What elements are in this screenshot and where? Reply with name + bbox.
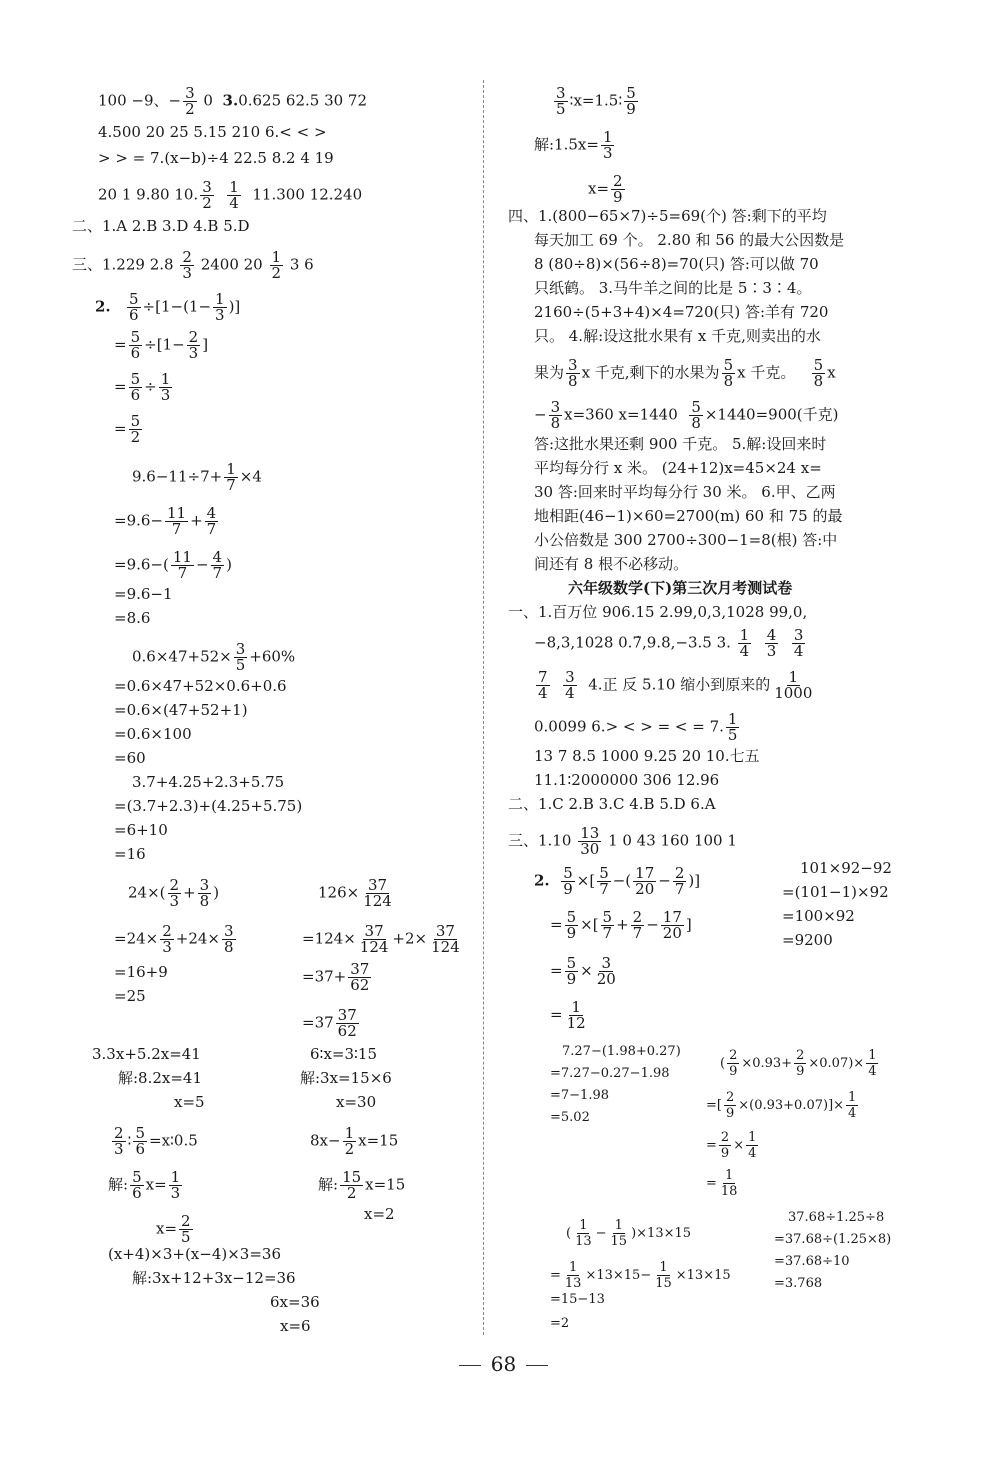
- step-line: =16+9: [114, 963, 168, 981]
- problem-line: 2. $\frac{5}{9}$ ×[ $\frac{5}{7}$ −( $\frac{17}{20}$ − $\frac{2}{7}$ )]: [534, 864, 701, 898]
- answer-line: 2160÷(5+3+4)×4=720(只) 答:羊有 720: [534, 303, 829, 321]
- step-line: = $\frac{1}{13}$ ×13×15− $\frac{1}{15}$ ×13×15: [550, 1260, 731, 1291]
- answer-line: 13 7 8.5 1000 9.25 20 10.七五: [534, 747, 760, 765]
- answer-line: 三、1.10 $\frac{13}{30}$ 1 0 43 160 100 1: [508, 824, 737, 858]
- step-line: =7−1.98: [550, 1088, 610, 1103]
- step-line: =6+10: [114, 821, 168, 839]
- step-line: = $\frac{5}{9}$ ×[ $\frac{5}{7}$ + $\frac{2}{7}$ − $\frac{17}{20}$ ]: [550, 908, 692, 942]
- answer-line: 间还有 8 根不必移动。: [534, 555, 689, 573]
- problem-line: (x+4)×3+(x−4)×3=36: [108, 1245, 281, 1263]
- answer-line: 三、1.229 2.8 $\frac{2}{3}$ 2400 20 $\frac{1}{2}$ 3 6: [72, 248, 314, 282]
- problem-line: $\frac{2}{3}$ ∶ $\frac{5}{6}$ =x∶0.5: [114, 1124, 198, 1158]
- problem-line: 6∶x=3∶15: [310, 1045, 378, 1063]
- step-line: =5.02: [550, 1110, 590, 1125]
- step-line: 解:3x=15×6: [300, 1069, 392, 1087]
- problem-line: 101×92−92: [800, 859, 892, 877]
- problem-line: 24×( $\frac{2}{3}$ + $\frac{3}{8}$ ): [128, 876, 220, 910]
- step-line: =37.68÷(1.25×8): [774, 1232, 892, 1247]
- answer-line: − $\frac{3}{8}$ x=360 x=1440 $\frac{5}{8}$ ×1440=900(千克): [534, 398, 839, 432]
- step-line: =37.68÷10: [774, 1254, 850, 1269]
- problem-line: ( $\frac{2}{9}$ ×0.93+ $\frac{2}{9}$ ×0.07)× $\frac{1}{4}$: [720, 1048, 877, 1079]
- answer-line: 20 1 9.80 10. $\frac{3}{2}$ $\frac{1}{4}$ 11.300 12.240: [98, 178, 363, 212]
- step-line: =9200: [782, 931, 833, 949]
- step-line: =0.6×(47+52+1): [114, 701, 248, 719]
- answer-line: 8 (80÷8)×(56÷8)=70(只) 答:可以做 70: [534, 255, 819, 273]
- step-line: 解: $\frac{15}{2}$ x=15: [318, 1168, 406, 1202]
- step-line: x=30: [336, 1093, 377, 1111]
- answer-line: 地相距(46−1)×60=2700(m) 60 和 75 的最: [534, 507, 843, 525]
- step-line: x=6: [280, 1317, 311, 1335]
- step-line: =(101−1)×92: [782, 883, 889, 901]
- step-line: =9.6−1: [114, 585, 173, 603]
- step-line: =8.6: [114, 609, 151, 627]
- step-line: =9.6−( $\frac{11}{7}$ − $\frac{4}{7}$ ): [114, 548, 232, 582]
- step-line: =0.6×100: [114, 725, 192, 743]
- answer-line: 每天加工 69 个。 2.80 和 56 的最大公因数是: [534, 231, 845, 249]
- answer-line: 二、1.C 2.B 3.C 4.B 5.D 6.A: [508, 795, 716, 813]
- step-line: =37+ $\frac{37}{62}$: [302, 960, 370, 994]
- problem-line: 0.6×47+52× $\frac{3}{5}$ +60%: [132, 640, 296, 674]
- problem-line: 9.6−11÷7+ $\frac{1}{7}$ ×4: [132, 460, 262, 494]
- answer-line: 一、1.百万位 906.15 2.99,0,3,1028 99,0,: [508, 603, 808, 621]
- step-line: x= $\frac{2}{9}$: [588, 172, 623, 206]
- step-line: = $\frac{1}{18}$: [706, 1168, 738, 1199]
- step-line: 解:3x+12+3x−12=36: [132, 1269, 296, 1287]
- answer-line: 只。 4.解:设这批水果有 x 千克,则卖出的水: [534, 327, 821, 345]
- answer-line: 0.0099 6.> < > = < = 7. $\frac{1}{5}$: [534, 710, 738, 744]
- column-divider: [483, 80, 484, 1335]
- step-line: =16: [114, 845, 146, 863]
- answer-line: 答:这批水果还剩 900 千克。 5.解:设回来时: [534, 435, 827, 453]
- step-line: =15−13: [550, 1292, 605, 1307]
- answer-line: 四、1.(800−65×7)÷5=69(个) 答:剩下的平均: [508, 207, 827, 225]
- step-line: = $\frac{2}{9}$ × $\frac{1}{4}$: [706, 1130, 757, 1161]
- step-line: = $\frac{5}{6}$ ÷[1− $\frac{2}{3}$ ]: [114, 328, 209, 362]
- problem-line: 126× $\frac{37}{124}$: [318, 876, 392, 910]
- problem-line: 3.7+4.25+2.3+5.75: [132, 773, 285, 791]
- step-line: 解:8.2x=41: [118, 1069, 203, 1087]
- step-line: =0.6×47+52×0.6+0.6: [114, 677, 287, 695]
- step-line: =2: [550, 1316, 570, 1331]
- step-line: =124× $\frac{37}{124}$ +2× $\frac{37}{124}$: [302, 922, 460, 956]
- answer-line: 小公倍数是 300 2700÷300−1=8(根) 答:中: [534, 531, 838, 549]
- answer-line: 30 答:回来时平均每分行 30 米。 6.甲、乙两: [534, 483, 836, 501]
- step-line: x= $\frac{2}{5}$: [156, 1212, 191, 1246]
- problem-line: 37.68÷1.25÷8: [788, 1210, 885, 1225]
- section-title: 六年级数学(下)第三次月考测试卷: [568, 579, 793, 597]
- step-line: =[ $\frac{2}{9}$ ×(0.93+0.07)]× $\frac{1}{4}$: [706, 1090, 857, 1121]
- answer-line: 二、1.A 2.B 3.D 4.B 5.D: [72, 217, 250, 235]
- page-number: 68: [0, 1352, 1007, 1376]
- step-line: =7.27−0.27−1.98: [550, 1066, 670, 1081]
- answer-line: 4.500 20 25 5.15 210 6.< < >: [98, 123, 327, 141]
- problem-line: 8x− $\frac{1}{2}$ x=15: [310, 1124, 399, 1158]
- step-line: =24× $\frac{2}{3}$ +24× $\frac{3}{8}$: [114, 922, 234, 956]
- step-line: = $\frac{1}{12}$: [550, 998, 586, 1032]
- step-line: = $\frac{5}{2}$: [114, 412, 141, 446]
- answer-line: 平均每分行 x 米。 (24+12)x=45×24 x=: [534, 459, 822, 477]
- answer-line: $\frac{7}{4}$ $\frac{3}{4}$ 4.正 反 5.10 缩小到原来的 $\frac{1}{1000}$: [538, 668, 813, 702]
- step-line: =(3.7+2.3)+(4.25+5.75): [114, 797, 303, 815]
- step-line: =37 $\frac{37}{62}$: [302, 1006, 357, 1040]
- answer-line: 100 −9、− $\frac{3}{2}$ 0 3.0.625 62.5 30 72: [98, 84, 368, 118]
- step-line: =9.6− $\frac{11}{7}$ + $\frac{4}{7}$: [114, 504, 217, 538]
- problem-line: $\frac{3}{5}$ ∶x=1.5∶ $\frac{5}{9}$: [556, 84, 636, 118]
- answer-line: −8,3,1028 0.7̇,9.8,−3.5 3. $\frac{1}{4}$ $\frac{4}{3}$ $\frac{3}{4}$: [534, 626, 804, 660]
- problem-line: 3.3x+5.2x=41: [92, 1045, 201, 1063]
- step-line: x=5: [174, 1093, 205, 1111]
- step-line: 解:1.5x= $\frac{1}{3}$: [534, 128, 613, 162]
- answer-line: 11.1∶2000000 306 12.96: [534, 771, 720, 789]
- problem-line: ( $\frac{1}{13}$ − $\frac{1}{15}$ )×13×15: [566, 1218, 692, 1249]
- step-line: 解: $\frac{5}{6}$ x= $\frac{1}{3}$: [108, 1168, 181, 1202]
- step-line: =25: [114, 987, 146, 1005]
- answer-line: 果为 $\frac{3}{8}$ x 千克,剩下的水果为 $\frac{5}{8}$ x 千克。 $\frac{5}{8}$ x: [534, 356, 836, 390]
- answer-line: 只纸鹤。 3.马牛羊之间的比是 5∶3∶4。: [534, 279, 812, 297]
- answer-line: > > = 7.(x−b)÷4 22.5 8.2 4 19: [98, 149, 334, 167]
- problem-line: 2. $\frac{5}{6}$ ÷[1−(1− $\frac{1}{3}$ )]: [95, 290, 241, 324]
- step-line: =60: [114, 749, 146, 767]
- step-line: x=2: [364, 1205, 395, 1223]
- step-line: = $\frac{5}{9}$ × $\frac{3}{20}$: [550, 954, 616, 988]
- step-line: 6x=36: [270, 1293, 320, 1311]
- step-line: = $\frac{5}{6}$ ÷ $\frac{1}{3}$: [114, 370, 171, 404]
- step-line: =3.768: [774, 1276, 823, 1291]
- step-line: =100×92: [782, 907, 855, 925]
- problem-line: 7.27−(1.98+0.27): [562, 1044, 681, 1059]
